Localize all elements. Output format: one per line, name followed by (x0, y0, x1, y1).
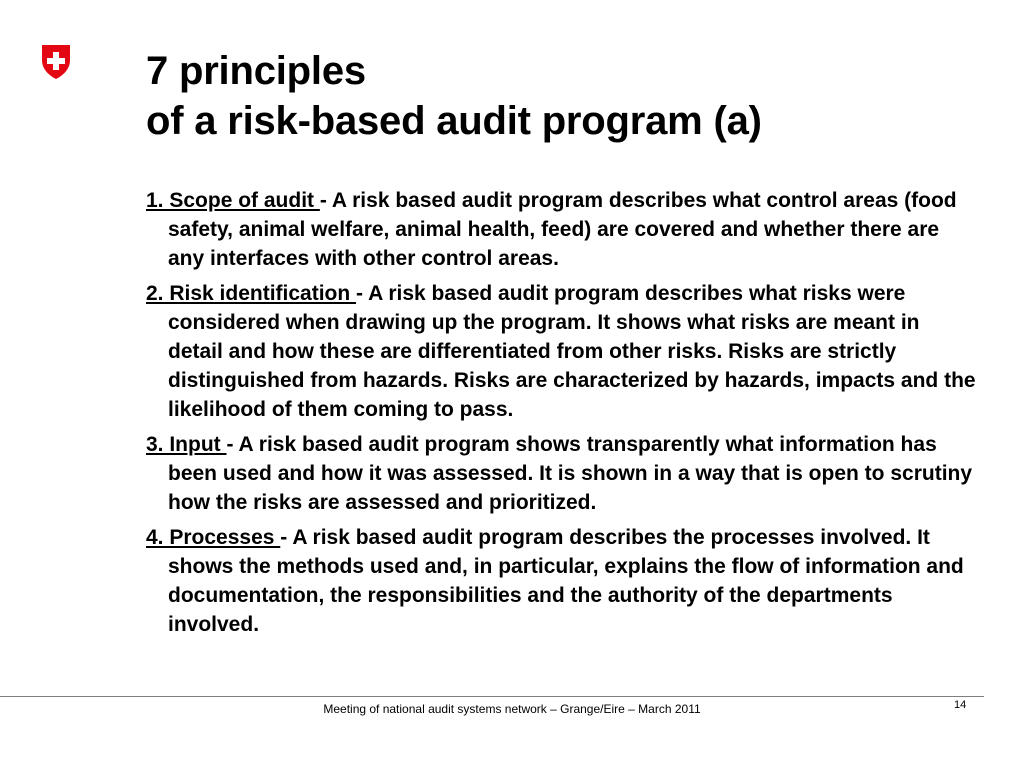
principle-text: - A risk based audit program shows transparently what information has been used and how it was assessed. It is shown in a way that is open to scrutiny how the risks are assessed and prioritized. (168, 433, 973, 514)
slide-title-line-1: 7 principles (146, 49, 366, 93)
principle-processes (146, 523, 976, 639)
principle-risk-identification (146, 279, 976, 424)
principle-label: 4. Processes (146, 526, 281, 549)
principle-label: 3. Input (146, 433, 227, 456)
principle-scope-of-audit (146, 186, 976, 273)
page-number: 14 (954, 699, 967, 711)
slide-title (146, 46, 762, 146)
principle-input (146, 430, 976, 517)
slide-title-line-2: of a risk-based audit program (a) (146, 99, 762, 143)
principle-text: - A risk based audit program describes the processes involved. It shows the methods used and, in particular, explains the flow of information and documentation, the responsibilities and the authority of the departments involved. (168, 526, 964, 636)
principle-label: 1. Scope of audit (146, 189, 320, 212)
principle-text: - A risk based audit program describes what risks were considered when drawing up the program. It shows what risks are meant in detail and how these are differentiated from other risks. Risks are strictly distinguished from hazards. Risks are characterized by hazards, impacts and the likelihood of them coming to pass. (168, 282, 976, 421)
principle-text: - A risk based audit program describes what control areas (food safety, animal welfare, animal health, feed) are covered and whether there are any interfaces with other control areas. (168, 189, 957, 270)
principle-label: 2. Risk identification (146, 282, 357, 305)
swiss-cross-shield-icon (40, 44, 72, 80)
footer-text: Meeting of national audit systems network – Grange/Eire – March 2011 (323, 702, 701, 716)
footer-divider (0, 696, 984, 697)
principles-list (146, 186, 976, 645)
